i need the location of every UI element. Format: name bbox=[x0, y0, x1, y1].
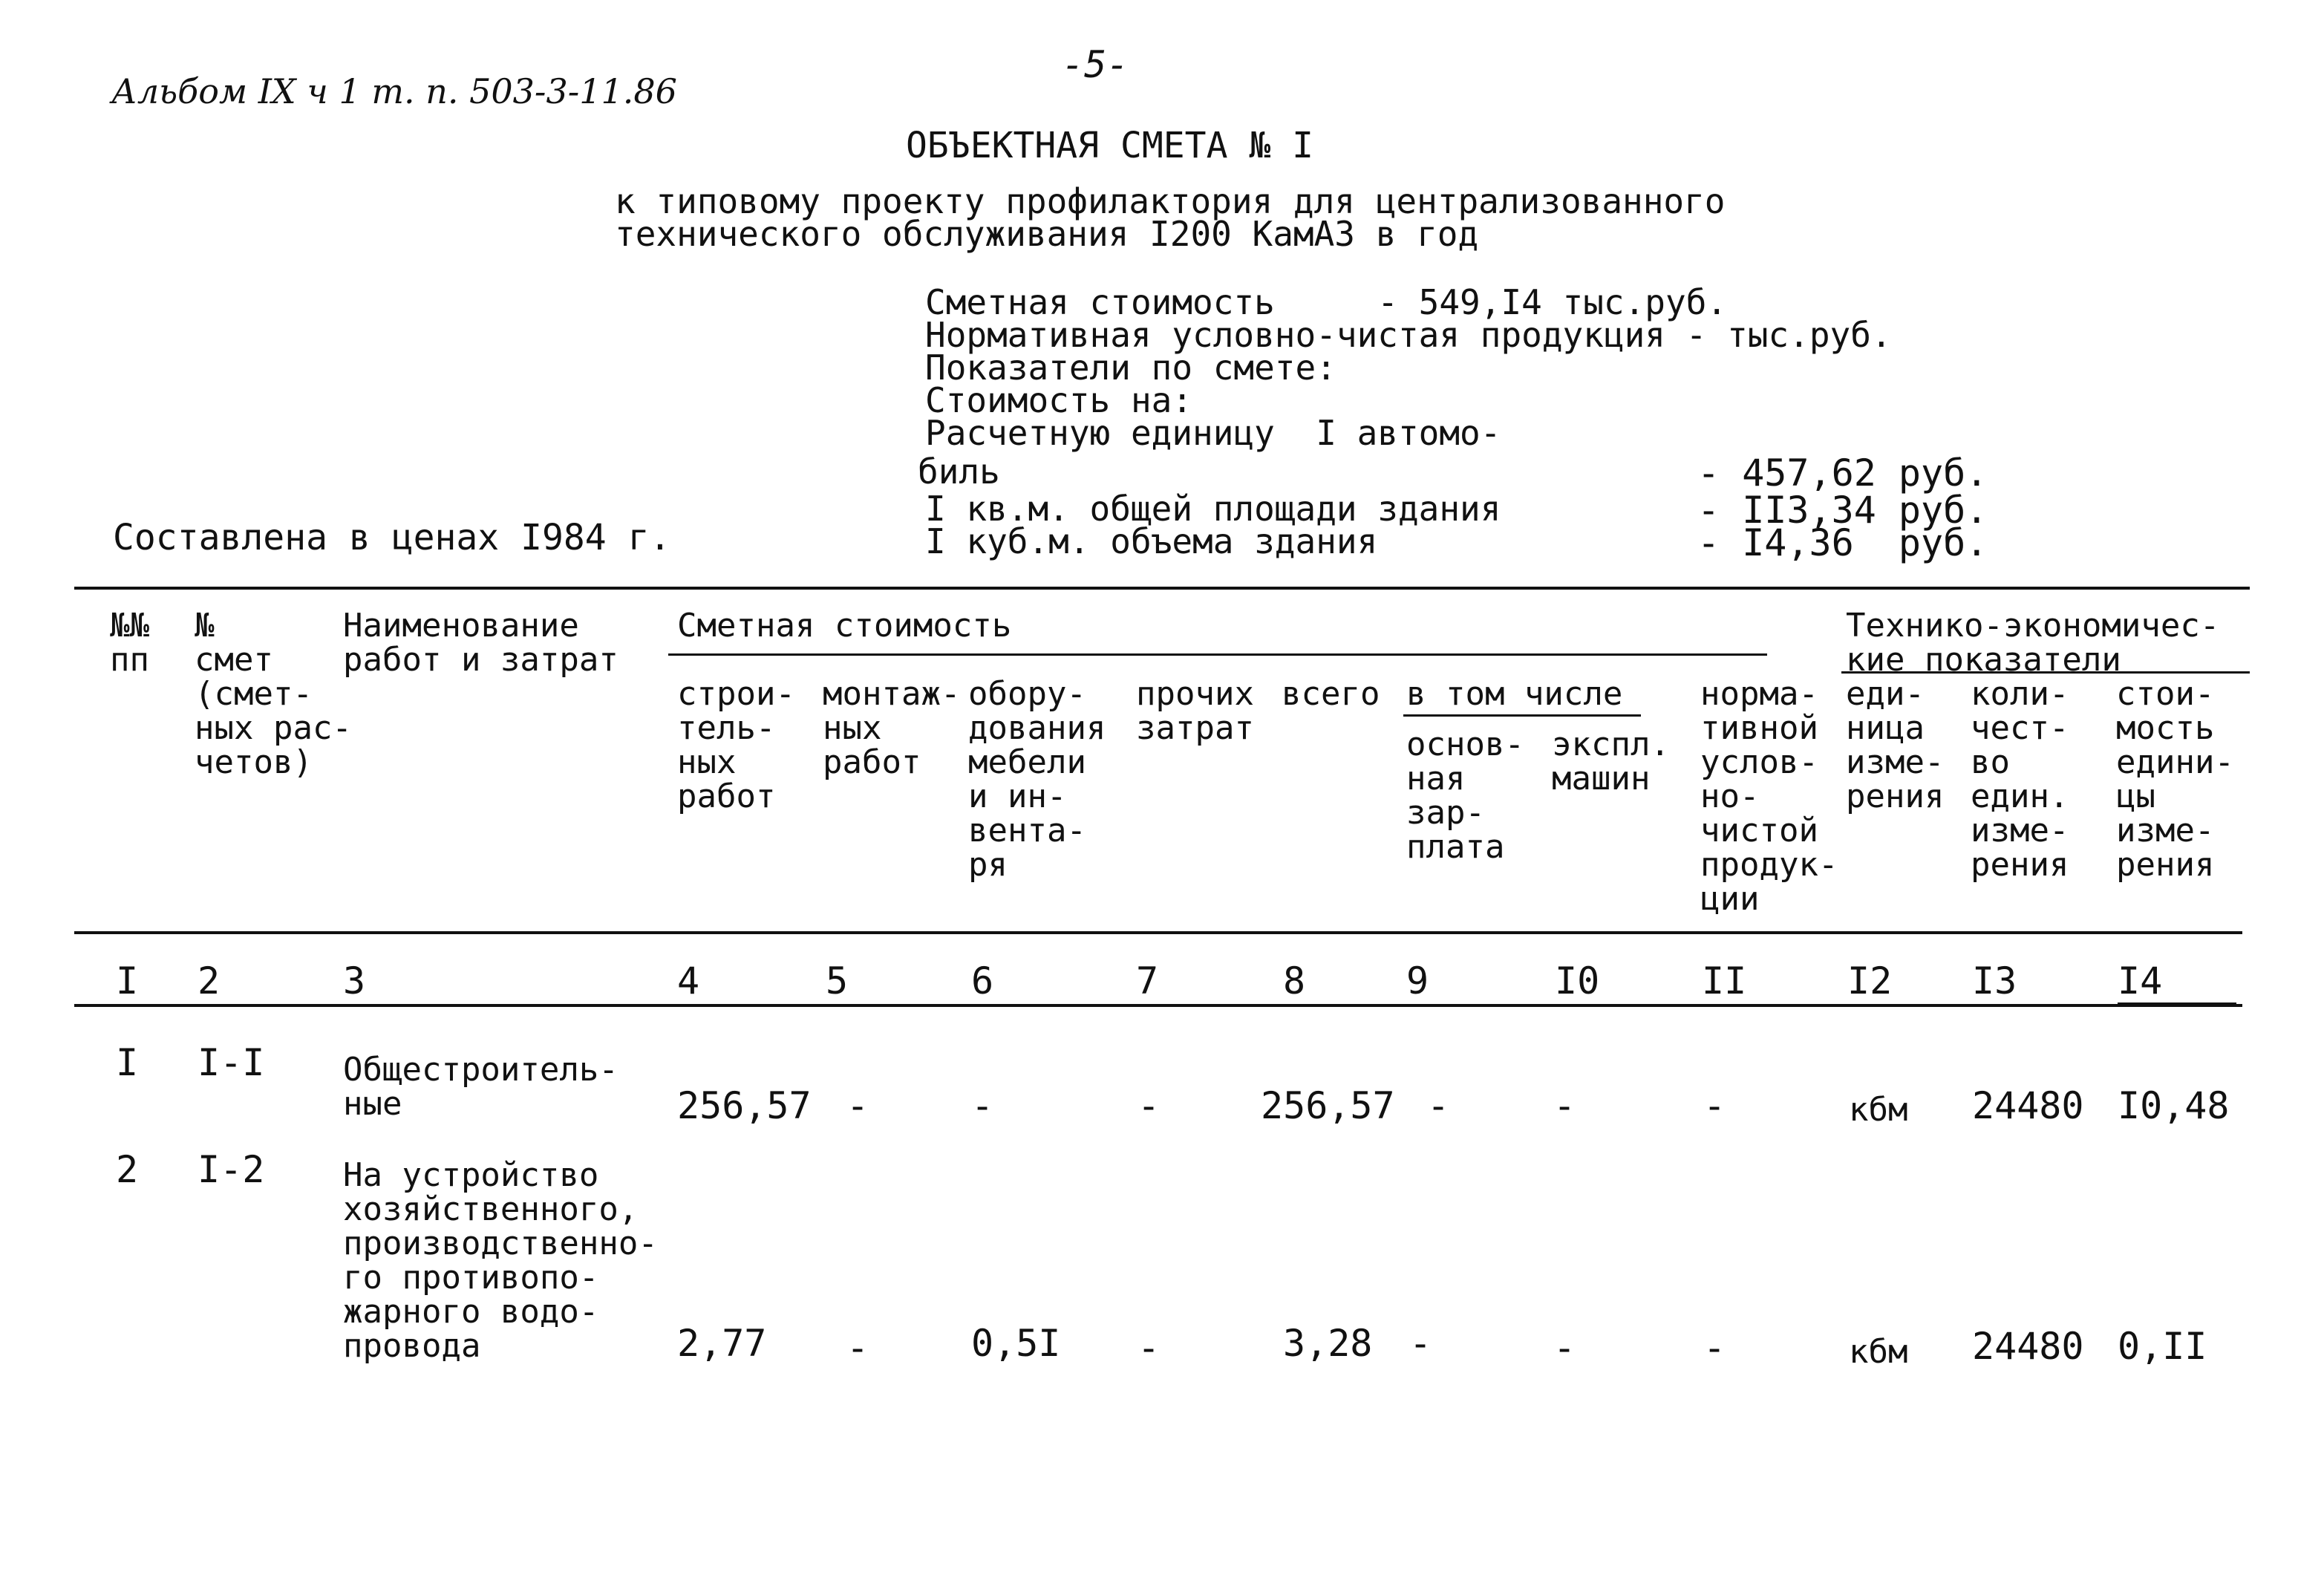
header-estimated-cost: Сметная стоимость bbox=[677, 607, 1012, 645]
estimated-cost-line: Сметная стоимость - 549,I4 тыс.руб. bbox=[925, 282, 1728, 322]
volume-cost-value: - I4,36 руб. bbox=[1697, 521, 1988, 564]
table-row-2-installation: - bbox=[846, 1326, 869, 1369]
header-net-product: норма- тивной услов- но- чистой продук- ции bbox=[1700, 675, 1838, 918]
table-row-2-unit: кбм bbox=[1849, 1333, 1908, 1371]
table-row-2-other: - bbox=[1137, 1326, 1161, 1369]
table-row-2-unit-cost: 0,II bbox=[2118, 1325, 2207, 1368]
table-row-1-net-product: - bbox=[1703, 1084, 1726, 1127]
column-number: 8 bbox=[1283, 959, 1306, 1002]
column-number: 6 bbox=[971, 959, 994, 1002]
column-number-underline bbox=[2118, 1002, 2236, 1005]
table-row-1-installation: - bbox=[846, 1084, 869, 1127]
cost-per-heading: Стоимость на: bbox=[925, 380, 1193, 420]
table-row-2-estimate: I-2 bbox=[198, 1148, 265, 1191]
net-product-line: Нормативная условно-чистая продукция - тыс.руб. bbox=[925, 315, 1892, 355]
volume-cost-label: I куб.м. объема здания bbox=[925, 521, 1378, 561]
table-row-1-machines: - bbox=[1553, 1084, 1576, 1127]
column-number: 3 bbox=[343, 959, 366, 1002]
header-installation: монтаж- ных работ bbox=[823, 675, 961, 781]
table-row-1-construction: 256,57 bbox=[677, 1084, 812, 1127]
header-including: в том числе bbox=[1406, 675, 1623, 713]
header-unit-cost: стои- мость едини- цы изме- рения bbox=[2116, 675, 2234, 884]
column-number: 2 bbox=[198, 959, 221, 1002]
table-row-2-quantity: 24480 bbox=[1972, 1325, 2084, 1368]
unit-cost-value: - 457,62 руб. bbox=[1697, 451, 1988, 495]
table-row-2-name: На устройство хозяйственного, производственно- го противопо- жарного водо- провода bbox=[343, 1156, 658, 1365]
header-construction: строи- тель- ных работ bbox=[677, 675, 795, 815]
header-equipment: обору- дования мебели и ин- вента- ря bbox=[968, 675, 1106, 884]
subtitle-line-2: технического обслуживания I200 КамАЗ в год bbox=[615, 214, 1479, 254]
table-row-1-estimate: I-I bbox=[198, 1041, 265, 1084]
header-bottom-rule bbox=[74, 931, 2242, 934]
column-number: 7 bbox=[1136, 959, 1159, 1002]
table-row-2-total: 3,28 bbox=[1283, 1322, 1373, 1365]
table-row-1-other: - bbox=[1137, 1084, 1161, 1127]
column-number: 5 bbox=[826, 959, 849, 1002]
table-row-2-net-product: - bbox=[1703, 1326, 1726, 1369]
unit-cost-label-cont: биль bbox=[918, 451, 1000, 492]
page-title: ОБЪЕКТНАЯ СМЕТА № I bbox=[906, 125, 1314, 166]
header-total: всего bbox=[1282, 675, 1380, 713]
prices-note: Составлена в ценах I984 г. bbox=[113, 517, 671, 558]
header-row-number: №№ пп bbox=[110, 607, 149, 679]
table-row-1-name: Общестроитель- ные bbox=[343, 1051, 618, 1123]
column-number: I bbox=[116, 959, 139, 1002]
table-row-1-quantity: 24480 bbox=[1972, 1084, 2084, 1127]
header-base-salary: основ- ная зар- плата bbox=[1406, 726, 1524, 866]
table-row-2-salary: - bbox=[1409, 1322, 1432, 1365]
table-row-2-number: 2 bbox=[116, 1148, 139, 1191]
column-number: 4 bbox=[677, 959, 700, 1002]
header-other-costs: прочих затрат bbox=[1136, 675, 1254, 747]
table-row-2-equipment: 0,5I bbox=[971, 1322, 1061, 1365]
incl-group-rule bbox=[1403, 714, 1641, 717]
column-number: I0 bbox=[1555, 959, 1600, 1002]
table-row-2-machines: - bbox=[1553, 1326, 1576, 1369]
header-machine-operation: экспл. машин bbox=[1552, 726, 1670, 798]
indicators-heading: Показатели по смете: bbox=[925, 348, 1336, 388]
table-top-rule bbox=[74, 587, 2250, 590]
table-row-1-salary: - bbox=[1427, 1084, 1450, 1127]
unit-cost-label: Расчетную единицу I автомо- bbox=[925, 413, 1501, 453]
column-number: I2 bbox=[1847, 959, 1893, 1002]
header-tech-indicators: Технико-экономичес- кие показатели bbox=[1846, 607, 2220, 679]
column-numbers-rule bbox=[74, 1004, 2242, 1007]
table-row-1-number: I bbox=[116, 1041, 139, 1084]
table-row-1-equipment: - bbox=[971, 1084, 994, 1127]
column-number: 9 bbox=[1406, 959, 1429, 1002]
column-number: I4 bbox=[2118, 959, 2163, 1002]
column-number: II bbox=[1702, 959, 1747, 1002]
table-row-1-unit-cost: I0,48 bbox=[2118, 1084, 2230, 1127]
table-row-2-construction: 2,77 bbox=[677, 1322, 767, 1365]
area-cost-label: I кв.м. общей площади здания bbox=[925, 489, 1501, 529]
table-row-1-total: 256,57 bbox=[1261, 1084, 1395, 1127]
header-estimate-number: № смет (смет- ных рас- четов) bbox=[195, 607, 352, 781]
column-number: I3 bbox=[1972, 959, 2017, 1002]
header-quantity: коли- чест- во един. изме- рения bbox=[1971, 675, 2069, 884]
cost-group-rule bbox=[668, 653, 1767, 656]
subtitle-line-1: к типовому проекту профилактория для централизованного bbox=[615, 181, 1726, 221]
header-work-name: Наименование работ и затрат bbox=[343, 607, 618, 679]
header-unit: еди- ница изме- рения bbox=[1846, 675, 1945, 815]
page-number: -5- bbox=[1062, 43, 1129, 86]
area-cost-value: - II3,34 руб. bbox=[1697, 489, 1988, 532]
album-reference: Альбом IX ч 1 т. п. 503-3-11.86 bbox=[111, 71, 677, 111]
table-row-1-unit: кбм bbox=[1849, 1091, 1908, 1129]
